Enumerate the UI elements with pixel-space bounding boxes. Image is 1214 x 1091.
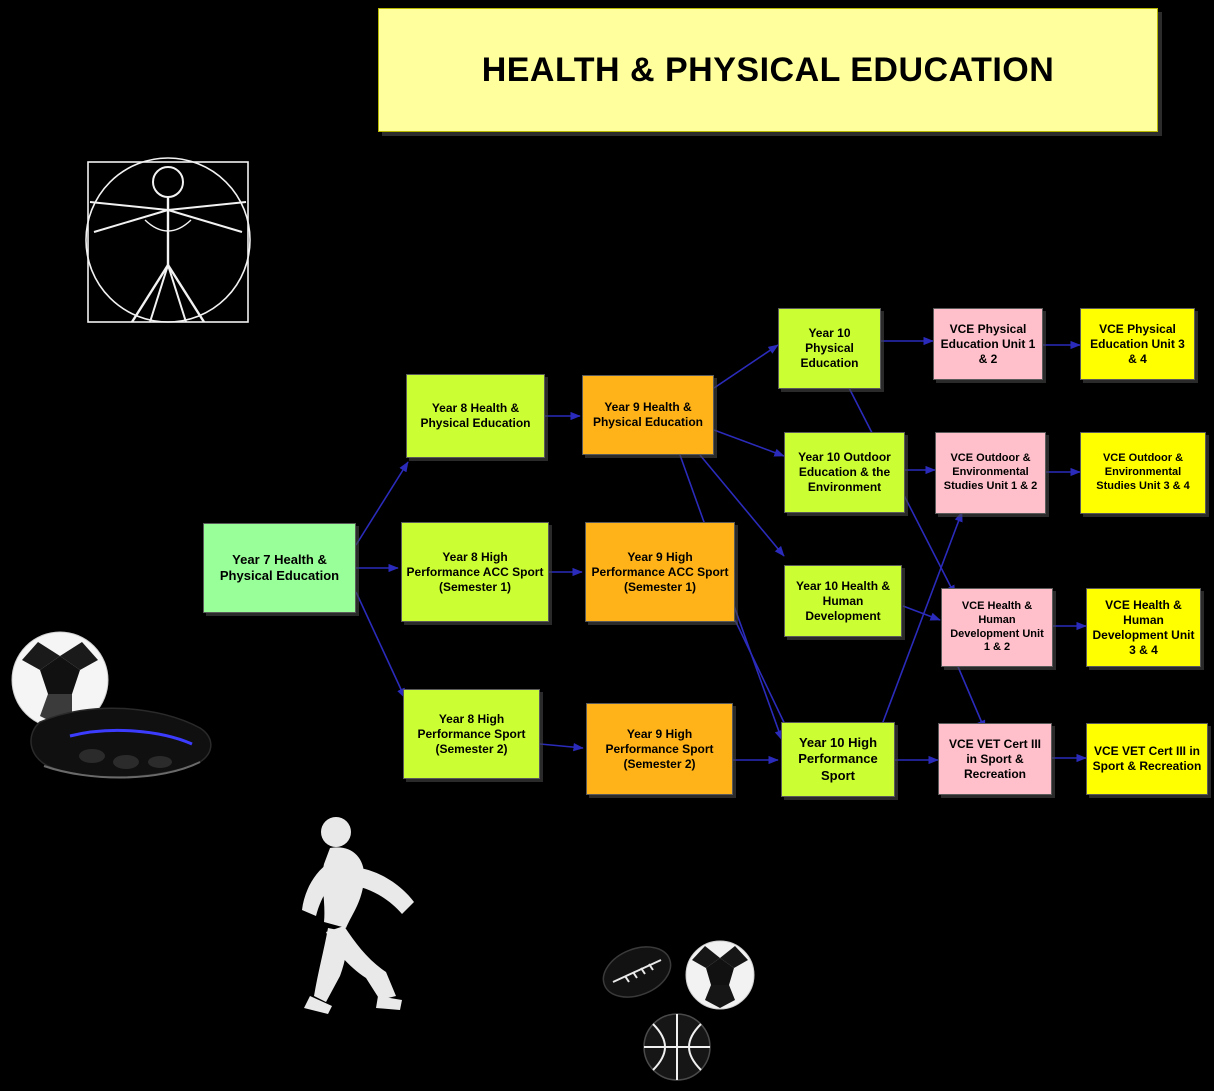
node-label: Year 9 High Performance ACC Sport (Semester 1) [591, 549, 729, 594]
node-label: Year 10 Health & Human Development [795, 578, 891, 623]
node-vce-vet-unit12[interactable] [938, 723, 1052, 795]
node-year9-hpe[interactable] [582, 375, 714, 455]
node-vce-vet-unit34[interactable] [1086, 723, 1208, 795]
page-title [378, 8, 1158, 132]
node-year9-high-performance-sport[interactable] [586, 703, 733, 795]
node-label: VCE Outdoor & Environmental Studies Unit 1 & 2 [943, 452, 1038, 492]
node-year10-high-performance-sport[interactable] [781, 722, 895, 797]
node-vce-outdoor-env-unit34[interactable] [1080, 432, 1206, 514]
node-year9-acc-sport[interactable] [585, 522, 735, 622]
node-year10-physical-education[interactable] [778, 308, 881, 389]
soccer-ball-and-boot-icon [0, 630, 235, 800]
node-year7-hpe[interactable] [203, 523, 356, 613]
node-label: VCE VET Cert III in Sport & Recreation [948, 736, 1042, 781]
node-label: VCE Health & Human Development Unit 3 & 4 [1092, 597, 1195, 657]
node-vce-pe-unit12[interactable] [933, 308, 1043, 380]
vitruvian-man-icon [50, 140, 280, 360]
node-label: Year 8 High Performance ACC Sport (Semester 1) [406, 549, 544, 594]
sports-balls-icon [595, 930, 770, 1085]
node-label: Year 10 Outdoor Education & the Environment [798, 450, 891, 494]
running-person-icon [290, 810, 450, 1025]
node-label: Year 10 High Performance Sport [798, 735, 878, 783]
node-label: Year 9 High Performance Sport (Semester 2) [605, 726, 714, 771]
node-label: VCE VET Cert III in Sport & Recreation [1092, 744, 1202, 773]
node-year8-hpe[interactable] [406, 374, 545, 458]
node-year8-acc-sport[interactable] [401, 522, 549, 622]
node-vce-outdoor-env-unit12[interactable] [935, 432, 1046, 514]
node-label: Year 7 Health & Physical Education [219, 551, 340, 583]
node-label: Year 8 Health & Physical Education [420, 401, 531, 430]
node-year8-high-performance-sport[interactable] [403, 689, 540, 779]
node-vce-pe-unit34[interactable] [1080, 308, 1195, 380]
node-year10-outdoor-education[interactable] [784, 432, 905, 513]
node-label: VCE Physical Education Unit 1 & 2 [940, 321, 1036, 366]
node-label: Year 9 Health & Physical Education [592, 400, 704, 429]
node-label: VCE Physical Education Unit 3 & 4 [1090, 321, 1185, 366]
node-label: VCE Outdoor & Environmental Studies Unit 3 & 4 [1096, 452, 1190, 492]
node-year10-health-human-development[interactable] [784, 565, 902, 637]
node-vce-hhd-unit12[interactable] [941, 588, 1053, 667]
node-label: Year 10 Physical Education [800, 326, 859, 370]
node-label: Year 8 High Performance Sport (Semester 2) [417, 711, 526, 756]
page-title-text: HEALTH & PHYSICAL EDUCATION [481, 50, 1055, 89]
node-label: VCE Health & Human Development Unit 1 & 2 [950, 600, 1044, 654]
node-vce-hhd-unit34[interactable] [1086, 588, 1201, 667]
